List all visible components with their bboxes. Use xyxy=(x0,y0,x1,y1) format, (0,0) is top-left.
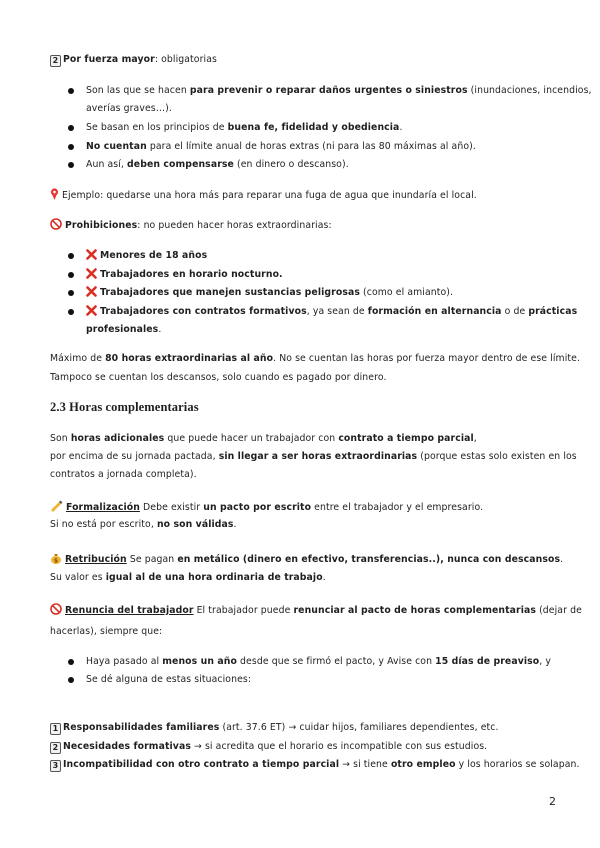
number-2-icon: 2 xyxy=(50,742,61,754)
formalizacion-line-2: Si no está por escrito, no son válidas. xyxy=(50,519,237,530)
list-item: Aun así, deben compensarse (en dinero o descanso). xyxy=(86,159,349,170)
list-item: Menores de 18 años xyxy=(86,249,207,263)
list-item: Haya pasado al menos un año desde que se firmó el pacto, y Avise con 15 días de preaviso, y xyxy=(86,656,552,667)
example-line: Ejemplo: quedarse una hora más para reparar una fuga de agua que inundaría el local. xyxy=(50,188,477,203)
svg-text:$: $ xyxy=(53,557,59,564)
max-hours-line: Máximo de 80 horas extraordinarias al año. No se cuentan las horas por fuerza mayor dentro de ese límite. xyxy=(50,353,581,364)
cross-mark-icon xyxy=(86,249,97,260)
bullet-icon xyxy=(68,162,74,168)
list-item: No cuentan para el límite anual de horas extras (ni para las 80 máximas al año). xyxy=(86,141,476,152)
section-heading-2-3: 2.3 Horas complementarias xyxy=(50,400,199,414)
retribucion-line-2: Su valor es igual al de una hora ordinaria de trabajo. xyxy=(50,572,326,583)
bullet-icon xyxy=(68,290,74,296)
situacion-2: 2 Necesidades formativas → si acredita que el horario es incompatible con sus estudios. xyxy=(50,740,487,754)
page-number: 2 xyxy=(549,795,557,808)
situacion-1: 1 Responsabilidades familiares (art. 37.6 ET) → cuidar hijos, familiares dependientes, etc. xyxy=(50,721,499,735)
bullet-icon xyxy=(68,309,74,315)
bullet-icon xyxy=(68,677,74,683)
money-bag-icon xyxy=(50,552,62,564)
list-item: Trabajadores con contratos formativos, ya sean de formación en alternancia o de prácticas xyxy=(86,305,577,319)
renuncia-line-2: hacerlas), siempre que: xyxy=(50,626,163,637)
pin-icon xyxy=(50,188,59,200)
list-item-continuation: profesionales. xyxy=(86,324,162,335)
intro-line-1: Son horas adicionales que puede hacer un trabajador con contrato a tiempo parcial, xyxy=(50,433,477,444)
list-item: Trabajadores que manejen sustancias peligrosas (como el amianto). xyxy=(86,286,453,300)
bullet-icon xyxy=(68,144,74,150)
prohibiciones-heading: Prohibiciones: no pueden hacer horas extraordinarias: xyxy=(50,218,332,233)
prohibited-icon xyxy=(50,218,62,230)
fuerza-mayor-heading: 2 Por fuerza mayor: obligatorias xyxy=(50,53,217,67)
number-1-icon: 1 xyxy=(50,723,61,735)
list-item: Son las que se hacen para prevenir o reparar daños urgentes o siniestros (inundaciones, incendios, xyxy=(86,85,592,96)
bullet-icon xyxy=(68,659,74,665)
list-item-continuation: averías graves…). xyxy=(86,103,172,114)
bullet-icon xyxy=(68,125,74,131)
descansos-line: Tampoco se cuentan los descansos, solo cuando es pagado por dinero. xyxy=(50,372,387,383)
writing-hand-icon xyxy=(50,500,63,512)
cross-mark-icon xyxy=(86,286,97,297)
renuncia-line: Renuncia del trabajador El trabajador puede renunciar al pacto de horas complementarias (dejar de xyxy=(50,603,582,618)
list-item: Trabajadores en horario nocturno. xyxy=(86,268,283,282)
prohibited-icon xyxy=(50,603,62,615)
formalizacion-line: Formalización Debe existir un pacto por escrito entre el trabajador y el empresario. xyxy=(50,500,483,515)
retribucion-line: $ Retribución Se pagan en metálico (dinero en efectivo, transferencias..), nunca con descansos. xyxy=(50,552,563,567)
cross-mark-icon xyxy=(86,305,97,316)
intro-line-3: contratos a jornada completa). xyxy=(50,469,197,480)
bullet-icon xyxy=(68,88,74,94)
cross-mark-icon xyxy=(86,268,97,279)
list-item: Se dé alguna de estas situaciones: xyxy=(86,674,252,685)
list-item: Se basan en los principios de buena fe, fidelidad y obediencia. xyxy=(86,122,403,133)
bullet-icon xyxy=(68,272,74,278)
number-2-icon: 2 xyxy=(50,55,61,67)
situacion-3: 3 Incompatibilidad con otro contrato a tiempo parcial → si tiene otro empleo y los horarios se solapan. xyxy=(50,758,580,772)
intro-line-2: por encima de su jornada pactada, sin llegar a ser horas extraordinarias (porque estas solo existen en los xyxy=(50,451,577,462)
number-3-icon: 3 xyxy=(50,760,61,772)
bullet-icon xyxy=(68,253,74,259)
